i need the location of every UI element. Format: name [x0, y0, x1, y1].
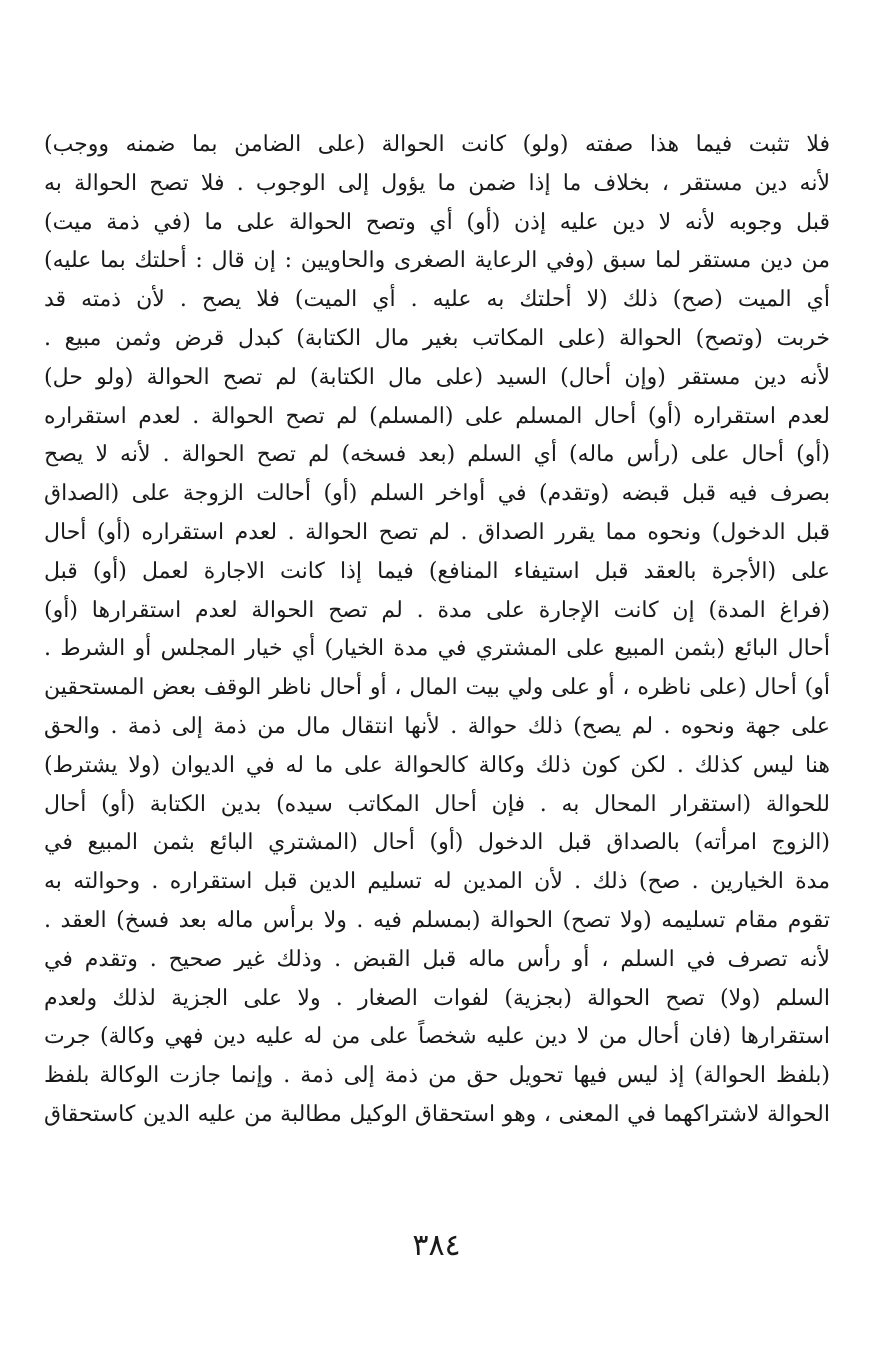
text-line: قبل وجوبه لأنه لا دين عليه إذن (أو) أي وتصح الحوالة على ما (في ذمة ميت) [44, 209, 830, 235]
page-number: ٣٨٤ [412, 1228, 461, 1263]
text-line: لعدم استقراره (أو) أحال المسلم على (المسلم) لم تصح الحوالة . لعدم استقراره [44, 403, 830, 429]
text-line: بصرف فيه قبل قبضه (وتقدم) في أواخر السلم (أو) أحالت الزوجة على (الصداق [44, 481, 830, 507]
text-line: لأنه تصرف في السلم ، أو رأس ماله قبل القبض . وذلك غير صحيح . وتقدم في [44, 946, 830, 972]
text-line: (بلفظ الحوالة) إذ ليس فيها تحويل حق من ذمة إلى ذمة . وإنما جازت الوكالة بلفظ [44, 1063, 830, 1089]
text-line: قبل الدخول) ونحوه مما يقرر الصداق . لم تصح الحوالة . لعدم استقراره (أو) أحال [44, 519, 830, 545]
text-line: للحوالة (استقرار المحال به . فإن أحال المكاتب سيده) بدين الكتابة (أو) أحال [44, 791, 830, 817]
text-line: (الزوج امرأته) بالصداق قبل الدخول (أو) أحال (المشتري البائع بثمن المبيع في [44, 830, 830, 856]
text-line: استقرارها (فان أحال من لا دين عليه شخصاً على من له عليه دين فهي وكالة) جرت [44, 1024, 830, 1050]
text-line: على جهة ونحوه . لم يصح) ذلك حوالة . لأنها انتقال مال من ذمة إلى ذمة . والحق [44, 713, 830, 739]
text-line: أو) أحال (على ناظره ، أو على ولي بيت المال ، أو أحال ناظر الوقف بعض المستحقين [44, 675, 830, 701]
text-line: تقوم مقام تسليمه (ولا تصح) الحوالة (بمسلم فيه . ولا برأس ماله بعد فسخ) العقد . [44, 907, 830, 933]
text-line: خربت (وتصح) الحوالة (على المكاتب بغير مال الكتابة) كبدل قرض وثمن مبيع . [44, 325, 830, 351]
text-line: أي الميت (صح) ذلك (لا أحلتك به عليه . أي الميت) فلا يصح . لأن ذمته قد [44, 287, 830, 313]
text-line: لأنه دين مستقر ، بخلاف ما إذا ضمن ما يؤول إلى الوجوب . فلا تصح الحوالة به [44, 170, 830, 196]
text-line: على (الأجرة بالعقد قبل استيفاء المنافع) فيما إذا كانت الاجارة لعمل (أو) قبل [44, 558, 830, 584]
text-line: أحال البائع (بثمن المبيع على المشتري في مدة الخيار) أي خيار المجلس أو الشرط . [44, 636, 830, 662]
body-text [44, 126, 830, 1135]
text-line: هنا ليس كذلك . لكن كون ذلك وكالة كالحوالة على ما له في الديوان (ولا يشترط) [44, 752, 830, 778]
text-line: من دين مستقر لما سبق (وفي الرعاية الصغرى والحاويين : إن قال : أحلتك بما عليه) [44, 248, 830, 274]
text-line: الحوالة لاشتراكهما في المعنى ، وهو استحقاق الوكيل مطالبة من عليه الدين كاستحقاق [44, 1101, 830, 1127]
text-line: (فراغ المدة) إن كانت الإجارة على مدة . لم تصح الحوالة لعدم استقرارها (أو) [44, 597, 830, 623]
text-line: لأنه دين مستقر (وإن أحال) السيد (على مال الكتابة) لم تصح الحوالة (ولو حل) [44, 364, 830, 390]
text-line: السلم (ولا) تصح الحوالة (بجزية) لفوات الصغار . ولا على الجزية لذلك ولعدم [44, 985, 830, 1011]
text-line: (أو) أحال على (رأس ماله) أي السلم (بعد فسخه) لم تصح الحوالة . لأنه لا يصح [44, 442, 830, 468]
text-line: فلا تثبت فيما هذا صفته (ولو) كانت الحوالة (على الضامن بما ضمنه ووجب) [44, 132, 830, 157]
text-line: مدة الخيارين . صح) ذلك . لأن المدين له تسليم الدين قبل استقراره . وحوالته به [44, 869, 830, 895]
